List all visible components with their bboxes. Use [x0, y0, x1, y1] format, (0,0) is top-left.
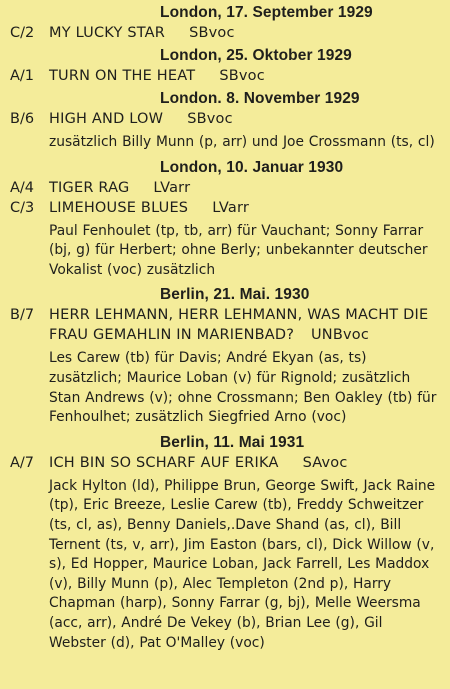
session-heading: Berlin, 21. Mai. 1930 [160, 286, 310, 304]
session-block [0, 158, 450, 281]
track-row [0, 453, 450, 473]
track-row [0, 66, 450, 86]
track-credit: SBvoc [189, 25, 235, 41]
track-title [49, 453, 348, 473]
track-code: C/3 [10, 199, 35, 216]
session-block [0, 433, 450, 653]
track-row [0, 178, 450, 198]
track-title [49, 109, 233, 129]
track-code: A/4 [10, 179, 35, 196]
track-title [49, 198, 249, 218]
session-heading: London, 25. Oktober 1929 [160, 47, 352, 64]
track-credit: SBvoc [219, 68, 265, 84]
track-code: A/7 [10, 454, 35, 471]
track-code: C/2 [10, 25, 35, 41]
personnel-note [49, 222, 444, 281]
session-heading: London. 8. November 1929 [160, 90, 360, 107]
track-title [49, 66, 265, 86]
personnel-note [49, 349, 444, 427]
session-block [0, 285, 450, 427]
track-title [49, 23, 235, 43]
personnel-note-text: Paul Fenhoulet (tp, tb, arr) für Vauchant; Sonny Farrar (bj, g) für Herbert; ohne Berly; unbekannter deutscher Vokalist (voc) zusätzlich [49, 222, 428, 278]
session-heading: London, 10. Januar 1930 [160, 158, 344, 176]
track-title [49, 178, 190, 198]
track-code: B/6 [10, 111, 35, 127]
session-heading: Berlin, 11. Mai 1931 [160, 433, 305, 451]
personnel-note-text: zusätzlich Billy Munn (p, arr) und Joe Crossmann (ts, cl) [49, 134, 435, 150]
personnel-note [49, 133, 444, 153]
session-block [0, 46, 450, 86]
personnel-note-text: Les Carew (tb) für Davis; André Ekyan (as, ts) zusätzlich; Maurice Loban (v) für Rignold; zusätzlich Stan Andrews (v); ohne Crossmann; Ben Oakley (tb) für Fenhoulhet; zusätzlich Siegfried Arno (voc) [49, 350, 437, 426]
session-block [0, 3, 450, 43]
track-title-text: HIGH AND LOW [49, 111, 164, 127]
track-title-text: LIMEHOUSE BLUES [49, 199, 189, 216]
personnel-note [49, 477, 444, 653]
track-title-text: MY LUCKY STAR [49, 25, 166, 41]
track-credit: UNBvoc [310, 327, 370, 344]
track-row [0, 109, 450, 129]
track-title-text: TURN ON THE HEAT [49, 68, 196, 84]
track-row [0, 198, 450, 218]
track-credit: LVarr [212, 199, 250, 216]
track-title-text: ICH BIN SO SCHARF AUF ERIKA [49, 454, 279, 471]
track-title-text: HERR LEHMANN, HERR LEHMANN, WAS MACHT DIE FRAU GEMAHLIN IN MARIENBAD? [49, 307, 429, 344]
track-code: A/1 [10, 68, 35, 84]
personnel-note-text: Jack Hylton (ld), Philippe Brun, George Swift, Jack Raine (tp), Eric Breeze, Leslie Carew (tb), Freddy Schweitzer (ts, cl, as), Benny Daniels,.Dave Shand (as, cl), Bill Ternent (ts, v, arr), Jim Easton (bars, cl), Dick Willow (v, s), Ed Hopper, Maurice Loban, Jack Farrell, Les Maddox (v), Billy Munn (p), Alec Templeton (2nd p), Harry Chapman (harp), Sonny Farrar (g, bj), Melle Weersma (acc, arr), André De Vekey (b), Brian Lee (g), Gil Webster (d), Pat O'Malley (voc) [49, 477, 436, 651]
track-credit: SAvoc [302, 454, 348, 471]
track-credit: SBvoc [187, 111, 233, 127]
track-row [0, 305, 450, 345]
session-heading: London, 17. September 1929 [160, 4, 373, 21]
track-row [0, 23, 450, 43]
track-credit: LVarr [153, 179, 191, 196]
track-code: B/7 [10, 307, 35, 324]
session-block [0, 89, 450, 153]
track-title-text: TIGER RAG [49, 179, 130, 196]
track-title [49, 305, 444, 345]
